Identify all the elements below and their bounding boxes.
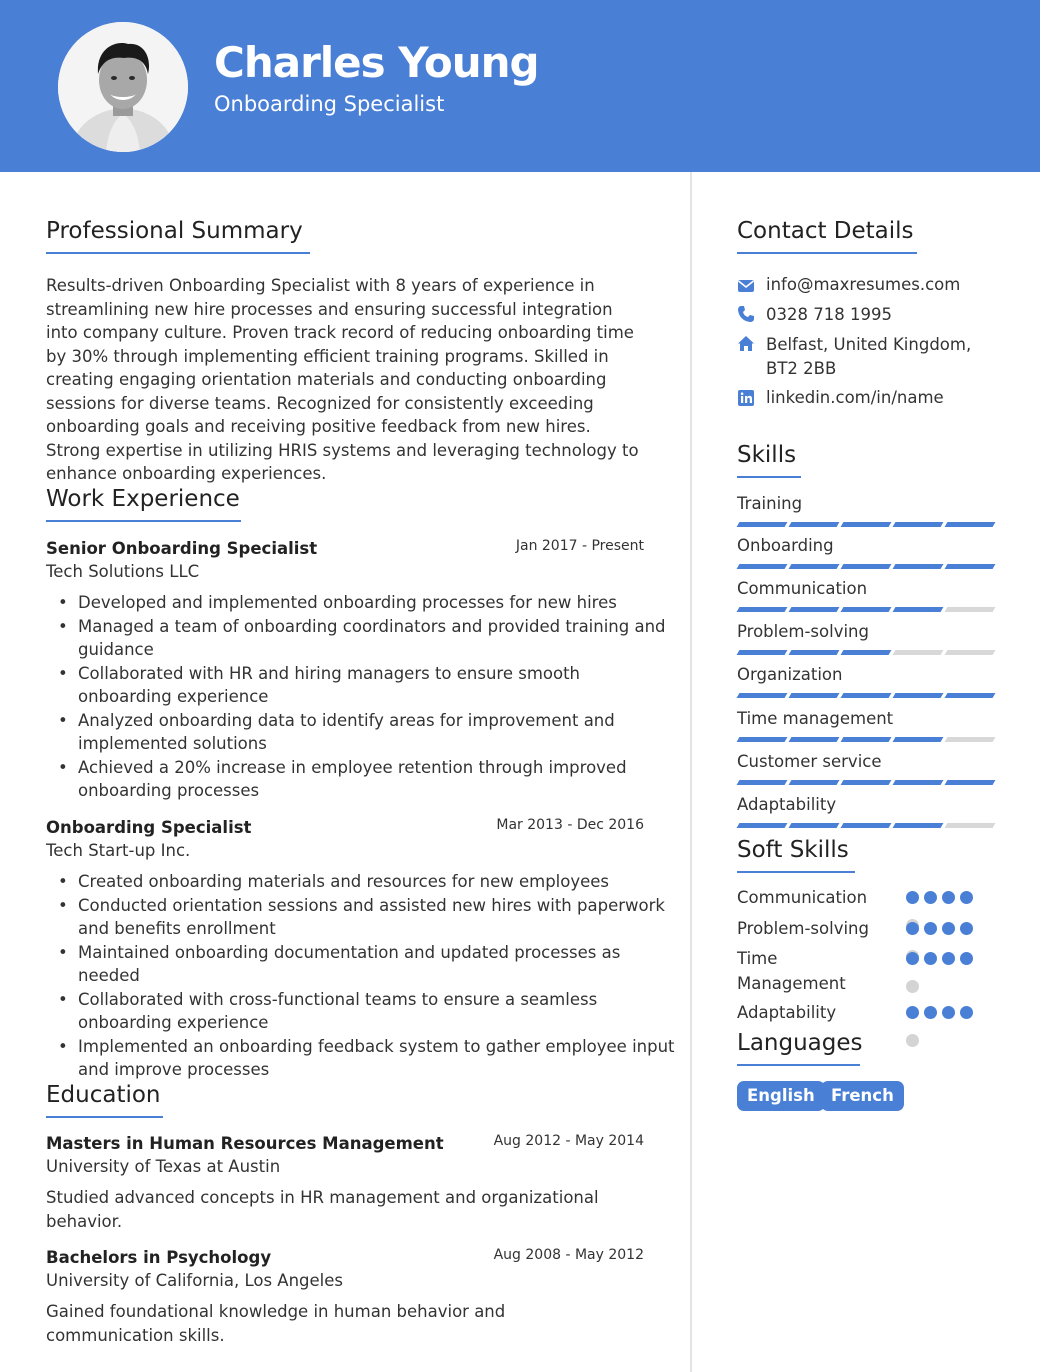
skill-name: Organization: [737, 665, 843, 684]
rating-dot: [906, 891, 919, 904]
home-icon: [737, 335, 755, 353]
rating-dot: [960, 891, 973, 904]
skill-level-segment: [841, 693, 892, 698]
skill-level-bar: [738, 737, 994, 744]
list-item: • Maintained onboarding documentation and updated processes as needed: [78, 941, 678, 988]
skill-level-segment: [737, 737, 788, 742]
skill-level-bar: [738, 693, 994, 700]
skill-level-segment: [945, 564, 996, 569]
contact-address: Belfast, United Kingdom, BT2 2BB: [766, 335, 972, 378]
soft-skill-rating: [906, 1006, 978, 1062]
education-dates: Aug 2012 - May 2014: [493, 1133, 644, 1149]
skill-level-segment: [841, 522, 892, 527]
skill-level-bar: [738, 522, 994, 529]
skill-level-segment: [893, 564, 944, 569]
languages-heading: Languages: [737, 1030, 860, 1066]
rating-dot: [924, 922, 937, 935]
list-item: • Managed a team of onboarding coordinators and provided training and guidance: [78, 615, 678, 662]
soft-skills-heading: Soft Skills: [737, 837, 855, 873]
rating-dot: [906, 952, 919, 965]
soft-skill-name: Communication: [737, 888, 868, 907]
list-item: • Analyzed onboarding data to identify areas for improvement and implemented solutions: [78, 709, 678, 756]
avatar: [58, 22, 188, 152]
skill-name: Communication: [737, 579, 868, 598]
skill-level-bar: [738, 607, 994, 614]
school-name: University of California, Los Angeles: [46, 1271, 344, 1290]
skills-heading: Skills: [737, 442, 801, 478]
rating-dot: [960, 922, 973, 935]
skill-level-segment: [841, 823, 892, 828]
summary-text: Results-driven Onboarding Specialist with 8 years of experience in streamlining new hire processes and ensuring successful integration into company culture. Proven track record of reducing onboarding time by 30% through implementing efficient training programs. Skilled in creating engaging orientation materials and conducting onboarding sessions for diverse teams. Recognized for consistently exceeding onboarding goals and receiving positive feedback from new hires. Strong expertise in utilizing HRIS systems and leveraging technology to enhance onboarding experiences.: [46, 276, 639, 483]
skill-level-bar: [738, 650, 994, 657]
contact-phone[interactable]: 0328 718 1995: [766, 305, 892, 324]
soft-skill-rating: [906, 952, 978, 1008]
skill-level-segment: [945, 823, 996, 828]
candidate-name: Charles Young: [214, 38, 539, 87]
skill-level-segment: [945, 693, 996, 698]
skill-level-segment: [841, 607, 892, 612]
skill-name: Training: [737, 494, 803, 513]
list-item: • Collaborated with HR and hiring managers to ensure smooth onboarding experience: [78, 662, 678, 709]
rating-dot: [942, 891, 955, 904]
skill-level-segment: [737, 564, 788, 569]
header-banner: [0, 0, 1040, 172]
summary-heading: Professional Summary: [46, 218, 310, 254]
education-dates: Aug 2008 - May 2012: [493, 1247, 644, 1263]
candidate-role: Onboarding Specialist: [214, 92, 445, 116]
job-company: Tech Start-up Inc.: [46, 841, 191, 860]
contact-linkedin[interactable]: linkedin.com/in/name: [766, 388, 944, 407]
degree-title: Masters in Human Resources Management: [46, 1134, 444, 1153]
skill-level-segment: [789, 823, 840, 828]
skill-level-segment: [789, 522, 840, 527]
job-dates: Mar 2013 - Dec 2016: [496, 817, 644, 833]
skill-level-segment: [893, 823, 944, 828]
phone-icon: [737, 305, 755, 323]
rating-dot: [906, 980, 919, 993]
degree-title: Bachelors in Psychology: [46, 1248, 272, 1267]
skill-level-segment: [789, 564, 840, 569]
skill-level-segment: [893, 522, 944, 527]
soft-skill-name: Problem-solving: [737, 919, 869, 938]
soft-skill-name: Time Management: [737, 949, 846, 993]
language-badge: English: [737, 1081, 825, 1111]
soft-skill-name: Adaptability: [737, 1003, 837, 1022]
rating-dot: [906, 1034, 919, 1047]
rating-dot: [924, 952, 937, 965]
rating-dot: [906, 922, 919, 935]
list-item: • Created onboarding materials and resources for new employees: [78, 870, 678, 894]
list-item: • Implemented an onboarding feedback system to gather employee input and improve processes: [78, 1035, 678, 1082]
skill-name: Time management: [737, 709, 894, 728]
skill-level-segment: [893, 737, 944, 742]
job-dates: Jan 2017 - Present: [515, 538, 644, 554]
school-name: University of Texas at Austin: [46, 1157, 281, 1176]
skill-name: Adaptability: [737, 795, 837, 814]
contact-email[interactable]: info@maxresumes.com: [766, 275, 961, 294]
experience-heading: Work Experience: [46, 486, 241, 522]
skill-name: Problem-solving: [737, 622, 869, 641]
skill-level-segment: [945, 780, 996, 785]
list-item: • Collaborated with cross-functional teams to ensure a seamless onboarding experience: [78, 988, 678, 1035]
rating-dot: [960, 952, 973, 965]
skill-level-segment: [737, 693, 788, 698]
skill-level-segment: [841, 650, 892, 655]
list-item: • Developed and implemented onboarding processes for new hires: [78, 591, 678, 615]
rating-dot: [942, 1006, 955, 1019]
contact-heading: Contact Details: [737, 218, 917, 254]
skill-name: Customer service: [737, 752, 882, 771]
language-badge: French: [821, 1081, 904, 1111]
job-title: Onboarding Specialist: [46, 818, 252, 837]
rating-dot: [924, 1006, 937, 1019]
skill-level-segment: [893, 607, 944, 612]
skill-level-segment: [893, 650, 944, 655]
rating-dot: [942, 952, 955, 965]
job-title: Senior Onboarding Specialist: [46, 539, 318, 558]
skill-level-segment: [945, 607, 996, 612]
skill-name: Onboarding: [737, 536, 834, 555]
skill-level-bar: [738, 780, 994, 787]
skill-level-segment: [789, 780, 840, 785]
column-divider: [690, 172, 692, 1372]
skill-level-segment: [841, 780, 892, 785]
profile-photo: [58, 22, 188, 152]
skill-level-bar: [738, 823, 994, 830]
education-description: Gained foundational knowledge in human behavior and communication skills.: [46, 1302, 506, 1345]
envelope-icon: [737, 277, 755, 295]
skill-level-segment: [841, 564, 892, 569]
skill-level-segment: [737, 607, 788, 612]
job-bullets: [46, 870, 678, 1082]
skill-level-segment: [841, 737, 892, 742]
skill-level-segment: [737, 823, 788, 828]
rating-dot: [960, 1006, 973, 1019]
education-description: Studied advanced concepts in HR management and organizational behavior.: [46, 1188, 599, 1231]
list-item: • Conducted orientation sessions and assisted new hires with paperwork and benefits enrollment: [78, 894, 678, 941]
skill-level-segment: [737, 522, 788, 527]
skill-level-segment: [737, 780, 788, 785]
skill-level-segment: [945, 522, 996, 527]
skill-level-segment: [945, 650, 996, 655]
skill-level-segment: [789, 607, 840, 612]
rating-dot: [906, 1006, 919, 1019]
list-item: • Achieved a 20% increase in employee retention through improved onboarding processes: [78, 756, 678, 803]
job-bullets: [46, 591, 678, 803]
skill-level-segment: [789, 737, 840, 742]
rating-dot: [942, 922, 955, 935]
education-heading: Education: [46, 1082, 163, 1118]
skill-level-segment: [789, 693, 840, 698]
skill-level-segment: [945, 737, 996, 742]
skill-level-bar: [738, 564, 994, 571]
skill-level-segment: [789, 650, 840, 655]
job-company: Tech Solutions LLC: [46, 562, 200, 581]
linkedin-icon: [737, 389, 755, 407]
skill-level-segment: [893, 693, 944, 698]
skill-level-segment: [893, 780, 944, 785]
rating-dot: [924, 891, 937, 904]
skill-level-segment: [737, 650, 788, 655]
